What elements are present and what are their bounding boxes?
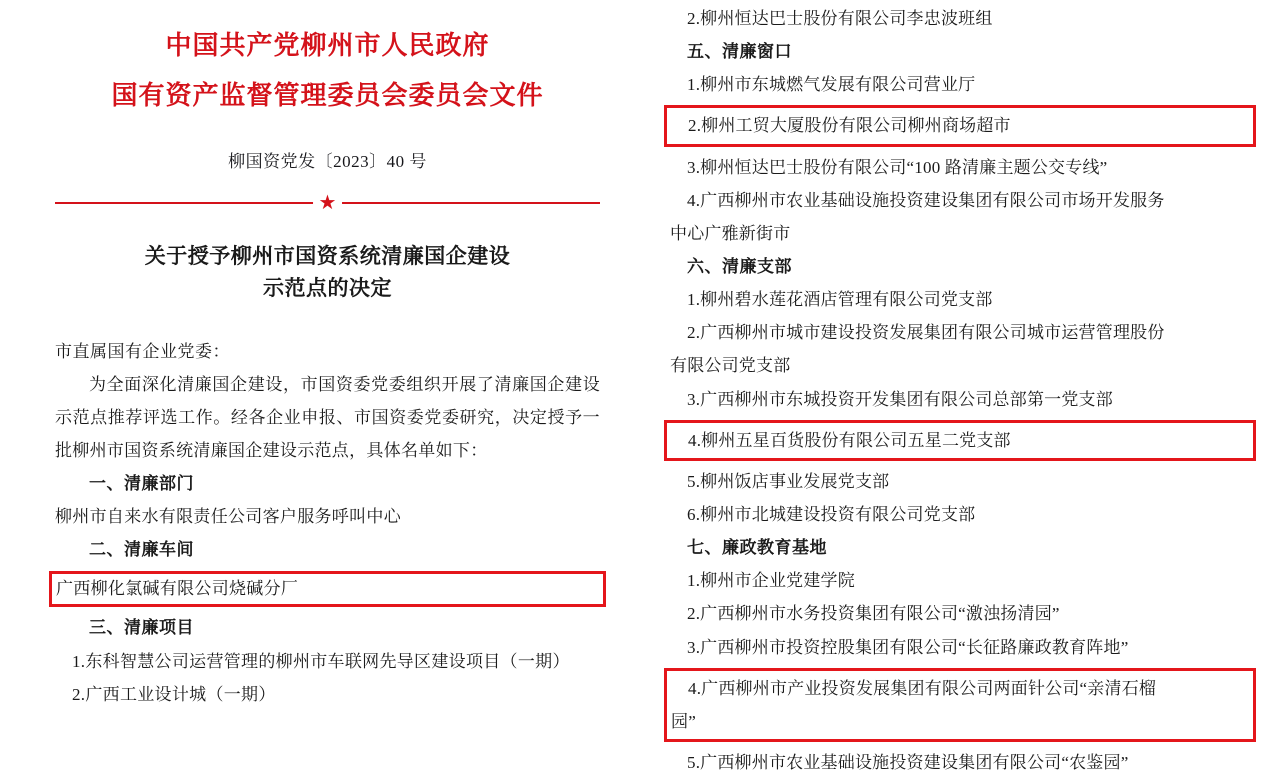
section-heading-2: 二、清廉车间 [89, 540, 194, 560]
list-item: 广西柳化氯碱有限公司烧碱分厂 [56, 578, 299, 598]
list-item: 6.柳州市北城建设投资有限公司党支部 [687, 504, 976, 524]
list-item: 3.广西柳州市投资控股集团有限公司“长征路廉政教育阵地” [687, 637, 1129, 657]
body-paragraph: 为全面深化清廉国企建设，市国资委党委组织开展了清廉国企建设示范点推荐评选工作。经各企业申报、市国资委党委研究，决定授予一批柳州市国资系统清廉国企建设示范点，具体名单如下： [55, 374, 600, 460]
addressee: 市直属国有企业党委： [55, 341, 230, 361]
list-item: 1.东科智慧公司运营管理的柳州市车联网先导区建设项目（一期） [72, 651, 570, 671]
document-right-column [660, 0, 1280, 772]
red-star-icon: ★ [313, 194, 343, 212]
list-item: 3.柳州恒达巴士股份有限公司“100 路清廉主题公交专线” [687, 157, 1108, 177]
list-item: 2.广西柳州市城市建设投资发展集团有限公司城市运营管理股份 [687, 323, 1165, 343]
masthead [55, 26, 600, 117]
red-divider-rule [55, 191, 600, 214]
list-item: 5.柳州饭店事业发展党支部 [687, 471, 890, 491]
masthead-line-1: 中国共产党柳州市人民政府 [165, 31, 490, 60]
list-item: 4.柳州五星百货股份有限公司五星二党支部 [688, 430, 1011, 450]
list-item: 2.广西柳州市水务投资集团有限公司“激浊扬清园” [687, 604, 1060, 624]
list-item: 1.柳州市东城燃气发展有限公司营业厅 [687, 75, 976, 95]
list-item: 4.广西柳州市产业投资发展集团有限公司两面针公司“亲清石榴 [688, 678, 1157, 698]
list-item: 2.广西工业设计城（一期） [72, 684, 276, 704]
list-item: 5.广西柳州市农业基础设施投资建设集团有限公司“农鉴园” [687, 752, 1129, 772]
list-item-continuation: 有限公司党支部 [670, 356, 791, 376]
list-item: 3.广西柳州市东城投资开发集团有限公司总部第一党支部 [687, 389, 1113, 409]
list-item: 1.柳州市企业党建学院 [687, 571, 855, 591]
masthead-line-2: 国有资产监督管理委员会委员会文件 [111, 81, 544, 110]
highlight-box-right-3 [664, 668, 1256, 742]
section-heading-1: 一、清廉部门 [89, 474, 194, 494]
section-heading-5: 五、清廉窗口 [687, 42, 792, 62]
list-item: 4.广西柳州市农业基础设施投资建设集团有限公司市场开发服务 [687, 190, 1165, 210]
list-item-continuation: 中心广雅新街市 [670, 223, 791, 243]
section-heading-7: 七、廉政教育基地 [687, 538, 827, 558]
list-item: 2.柳州工贸大厦股份有限公司柳州商场超市 [688, 116, 1011, 136]
document-left-column [0, 0, 660, 720]
section-heading-6: 六、清廉支部 [687, 256, 792, 276]
highlight-box-right-1 [664, 105, 1256, 146]
list-item: 2.柳州恒达巴士股份有限公司李忠波班组 [687, 9, 993, 28]
list-item-continuation: 园” [671, 711, 696, 731]
page-title-line-2: 示范点的决定 [263, 276, 392, 301]
page-title [55, 240, 600, 305]
document-number: 柳国资党发〔2023〕40 号 [228, 151, 427, 171]
highlight-box-right-2 [664, 420, 1256, 461]
list-item: 柳州市自来水有限责任公司客户服务呼叫中心 [55, 507, 401, 527]
section-heading-3: 三、清廉项目 [89, 618, 194, 638]
list-item: 1.柳州碧水莲花酒店管理有限公司党支部 [687, 290, 993, 310]
page-title-line-1: 关于授予柳州市国资系统清廉国企建设 [144, 243, 511, 268]
highlight-box-left-1 [49, 571, 606, 608]
